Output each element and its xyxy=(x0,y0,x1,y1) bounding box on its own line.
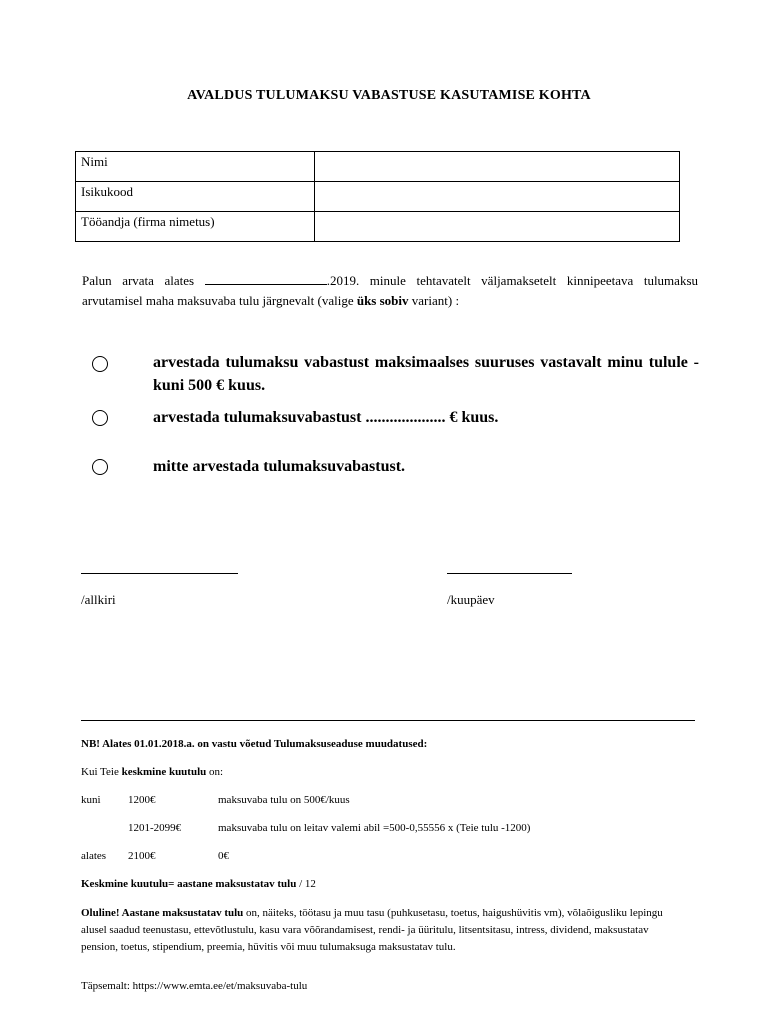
divider xyxy=(81,720,695,721)
table-row xyxy=(76,212,680,242)
note-heading: NB! Alates 01.01.2018.a. on vastu võetud Tulumaksuseaduse muudatused: xyxy=(81,738,428,750)
important-text: on, näiteks, töötasu ja muu tasu (puhkusetasu, toetus, haigushüvitis vm), võlaõigusliku lepingu alusel saadud teenustasu, ettevõtlustulu, kasu vara võõrandamisest, rendi- ja üüritulu, litsentsitasu, intress, dividend, maksustatav pension, toetus, stipendium, preemia, hüvitis või muu tulumaksuga maksustatav tulu. xyxy=(81,907,663,953)
row-3-range: 2100€ xyxy=(128,850,156,862)
income-intro xyxy=(81,766,223,778)
intro-emphasis: üks sobiv xyxy=(356,293,409,308)
signature-line[interactable] xyxy=(81,573,238,574)
important-bold: Oluline! Aastane maksustatav tulu xyxy=(81,907,244,919)
employer-label: Tööandja (firma nimetus) xyxy=(76,212,315,242)
row-3-prefix: alates xyxy=(81,850,107,862)
id-code-label: Isikukood xyxy=(76,182,315,212)
table-row xyxy=(76,152,680,182)
table-row xyxy=(76,182,680,212)
row-1-desc: maksuvaba tulu on 500€/kuus xyxy=(218,794,350,806)
document-title: AVALDUS TULUMAKSU VABASTUSE KASUTAMISE KOHTA xyxy=(187,88,591,103)
formula-rest: / 12 xyxy=(299,878,316,890)
option-1-text: arvestada tulumaksu vabastust maksimaalses suuruses vastavalt minu tulule - kuni 500 € kuus. xyxy=(153,354,699,394)
income-intro-suffix: on: xyxy=(209,766,224,778)
id-code-field[interactable] xyxy=(315,182,680,212)
formula-line xyxy=(81,878,316,890)
date-label: /kuupäev xyxy=(447,592,495,607)
row-2-desc: maksuvaba tulu on leitav valemi abil =500-0,55556 x (Teie tulu -1200) xyxy=(218,822,531,834)
name-label: Nimi xyxy=(76,152,315,182)
option-2-text: arvestada tulumaksuvabastust .................... € kuus. xyxy=(153,409,499,426)
option-1-radio[interactable] xyxy=(92,356,108,372)
option-3-radio[interactable] xyxy=(92,459,108,475)
name-field[interactable] xyxy=(315,152,680,182)
intro-text-middle: .2019. minule tehtavatelt väljamaksetelt kinnipeetava tulumaksu arvutamisel maha maksuvaba tulu järgnevalt (valige xyxy=(82,273,698,308)
formula-bold: Keskmine kuutulu= aastane maksustatav tulu xyxy=(81,878,297,890)
important-paragraph xyxy=(81,905,681,956)
intro-text-start: Palun arvata alates xyxy=(82,273,195,288)
intro-paragraph xyxy=(82,271,698,311)
row-3-desc: 0€ xyxy=(218,850,229,862)
option-2-radio[interactable] xyxy=(92,410,108,426)
income-intro-bold: keskmine kuutulu xyxy=(121,766,207,778)
row-1-prefix: kuni xyxy=(81,794,101,806)
more-info-link[interactable]: Täpsemalt: https://www.emta.ee/et/maksuvaba-tulu xyxy=(81,980,308,992)
option-3-text: mitte arvestada tulumaksuvabastust. xyxy=(153,458,406,475)
signature-label: /allkiri xyxy=(81,592,116,607)
date-line[interactable] xyxy=(447,573,572,574)
income-intro-prefix: Kui Teie xyxy=(81,766,119,778)
row-2-range: 1201-2099€ xyxy=(128,822,182,834)
start-date-blank[interactable] xyxy=(205,272,327,285)
intro-text-end: variant) : xyxy=(411,293,460,308)
personal-info-table xyxy=(75,151,680,242)
row-1-range: 1200€ xyxy=(128,794,156,806)
employer-field[interactable] xyxy=(315,212,680,242)
